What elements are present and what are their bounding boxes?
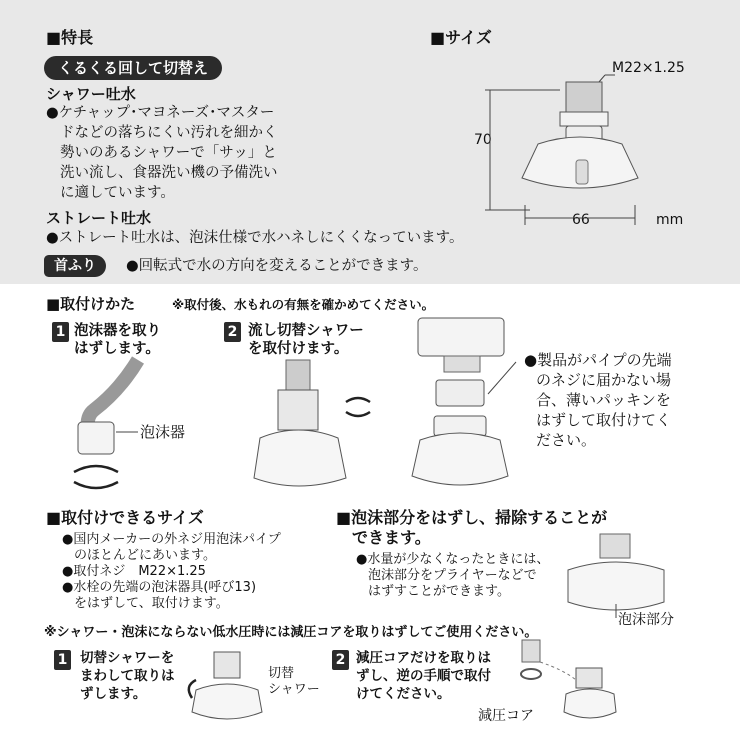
width-dimension-label: 66 [572,212,590,228]
packing-illustration [404,318,524,498]
swivel-badge: 首ふり [44,255,106,277]
size-diagram [480,60,680,230]
clean-text: ●水量が少なくなったときには、 泡沫部分をプライヤーなどで はずすことができます。 [356,552,550,599]
rotate-badge: くるくる回して切替え [44,56,222,80]
packing-note: ●製品がパイプの先端 のネジに届かない場 合、薄いパッキンを はずして取付けてく ださい。 [524,351,672,449]
lp-shower-label: 切替 シャワー [268,666,320,697]
remove-aerator-illustration [60,360,210,500]
aerator-part-label: 泡沫部分 [618,612,674,628]
aerator-label: 泡沫器 [140,423,186,441]
lp-step2-text: 減圧コアだけを取りは ずし、逆の手順で取付 けてください。 [356,650,491,702]
step2-text: 流し切替シャワー を取付けます。 [248,323,364,357]
lp-shower-illustration [192,646,272,726]
straight-title: ストレート吐水 [46,209,152,227]
features-heading: ■特長 [46,28,94,47]
fit-list: ●国内メーカーの外ネジ用泡沫パイプ のほとんどにあいます。 ●取付ネジ M22×1.25 ●水栓の先端の泡沫器具(呼び13) をはずして、取付けます。 [62,532,281,611]
thread-size-label: M22×1.25 [612,60,685,76]
lp-step2-number: 2 [332,650,349,670]
shower-description: ●ケチャップ･マヨネーズ･マスター ドなどの落ちにくい汚れを細かく 勢いのあるシャワーで「サッ」と 洗い流し、食器洗い機の予備洗い に適しています。 [46,105,278,201]
step1-number: 1 [52,322,69,342]
lp-step1-number: 1 [54,650,71,670]
attach-shower-illustration [250,360,390,500]
step1-text: 泡沫器を取り はずします。 [74,323,161,357]
install-heading: ■取付けかた [46,295,136,313]
reducer-core-label: 減圧コア [478,708,534,724]
unit-label: mm [656,212,684,228]
size-heading: ■サイズ [430,28,492,47]
fit-heading: ■取付けできるサイズ [46,508,204,527]
install-note: ※取付後、水もれの有無を確かめてください。 [172,297,435,312]
clean-heading: ■泡沫部分をはずし、掃除することが できます。 [336,508,608,547]
clean-illustration [560,534,670,624]
shower-title: シャワー吐水 [46,85,136,103]
lp-step1-text: 切替シャワーを まわして取りは ずします。 [80,650,175,702]
straight-description: ●ストレート吐水は、泡沫仕様で水ハネしにくくなっています。 [46,230,464,246]
height-dimension-label: 70 [474,132,492,148]
low-pressure-note: ※シャワー・泡沫にならない低水圧時には減圧コアを取りはずしてご使用ください。 [44,625,538,640]
step2-number: 2 [224,322,241,342]
swivel-description: ●回転式で水の方向を変えることができます。 [126,258,428,274]
